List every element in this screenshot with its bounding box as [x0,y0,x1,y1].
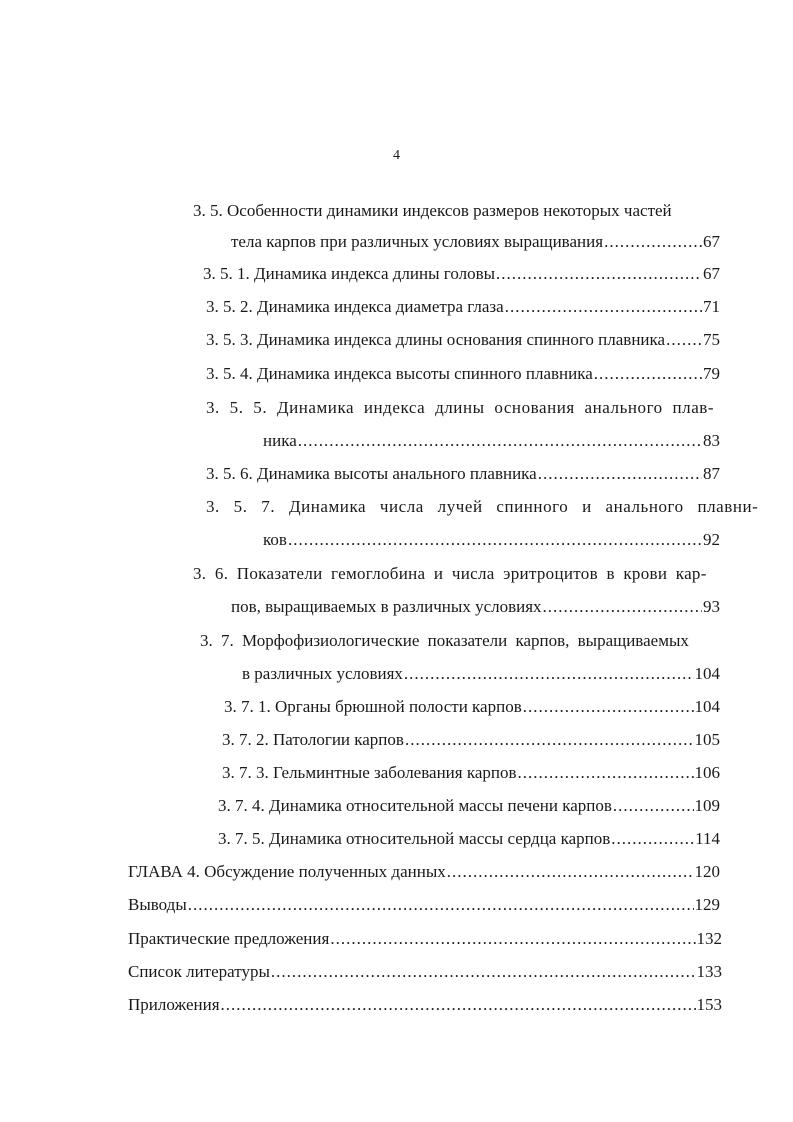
toc-entry-page: 114 [695,829,720,848]
toc-entry-page: 87 [703,464,720,483]
toc-entry-page: 132 [696,929,722,948]
toc-entry-page: 129 [694,895,720,914]
toc-entry-title: 3. 5. 6. Динамика высоты анального плавника [206,464,537,483]
toc-entry-3-6-line2 [231,596,720,618]
toc-entry-title: 3. 5. 2. Динамика индекса диаметра глаза [206,297,504,316]
toc-entry-page: 105 [694,730,720,749]
toc-entry-page: 79 [703,364,720,383]
toc-entry-3-5-1 [203,263,720,285]
toc-entry-title: Приложения [128,995,220,1014]
toc-leader-dots [405,729,694,751]
page-number: 4 [393,148,400,163]
toc-entry-title: Список литературы [128,962,270,981]
toc-entry-title: Выводы [128,895,187,914]
toc-entry-page: 83 [703,431,720,450]
toc-entry-title-line1: 3. 7. Морфофизиологические показатели карпов, выращиваемых [200,631,689,650]
toc-entry-title-line1: 3. 6. Показатели гемоглобина и числа эритроцитов в крови кар- [193,564,707,583]
toc-leader-dots [188,894,694,916]
toc-entry-page: 109 [694,796,720,815]
toc-entry-appendix [128,994,722,1016]
toc-entry-3-5-4 [206,363,720,385]
toc-entry-page: 153 [696,995,722,1014]
toc-entry-3-5-title-line1: 3. 5. Особенности динамики индексов размеров некоторых частей [193,201,672,220]
toc-leader-dots [613,795,694,817]
toc-leader-dots [404,663,694,685]
toc-entry-3-7-1 [224,696,720,718]
toc-entry-literature [128,961,722,983]
toc-entry-3-5-5-line1 [206,397,722,419]
toc-entry-3-7-2 [222,729,720,751]
toc-leader-dots [523,696,694,718]
toc-entry-3-7-line1 [200,630,723,652]
toc-leader-dots [594,363,702,385]
toc-leader-dots [543,596,702,618]
toc-entry-3-5-3 [206,329,720,351]
toc-leader-dots [221,994,696,1016]
toc-leader-dots [505,296,702,318]
toc-entry-title-line2: ника [263,431,297,450]
toc-entry-page: 120 [694,862,720,881]
toc-entry-page: 92 [703,530,720,549]
toc-entry-conclusions [128,894,720,916]
toc-entry-title-line2: ков [263,530,287,549]
toc-entry-page: 75 [703,330,720,349]
toc-leader-dots [288,529,702,551]
toc-leader-dots [666,329,702,351]
toc-entry-page: 104 [694,664,720,683]
toc-entry-page: 133 [696,962,722,981]
toc-entry-title: 3. 7. 4. Динамика относительной массы печени карпов [218,796,612,815]
toc-leader-dots [538,463,702,485]
toc-entry-title: 3. 7. 3. Гельминтные заболевания карпов [222,763,517,782]
toc-leader-dots [271,961,696,983]
toc-leader-dots [298,430,702,452]
toc-entry-3-5-7-line2 [263,529,720,551]
toc-entry-3-5-7-line1 [206,496,759,518]
toc-entry-page: 71 [703,297,720,316]
toc-entry-title: ГЛАВА 4. Обсуждение полученных данных [128,862,446,881]
toc-entry-title-line1: 3. 5. 7. Динамика числа лучей спинного и анального плавни- [206,497,759,516]
toc-entry-3-5-6 [206,463,720,485]
toc-leader-dots [518,762,694,784]
toc-entry-3-5-5-line2 [263,430,720,452]
toc-entry-page: 106 [694,763,720,782]
toc-entry-page: 93 [703,597,720,616]
toc-entry-title: 3. 5. 3. Динамика индекса длины основания спинного плавника [206,330,666,349]
toc-entry-3-7-line2 [242,663,720,685]
toc-leader-dots [330,928,695,950]
toc-entry-title-line2: пов, выращиваемых в различных условиях [231,597,542,616]
toc-entry-3-5-title-line2: тела карпов при различных условиях выращивания [231,232,604,251]
toc-entry-practical [128,928,722,950]
toc-entry-3-7-5 [218,828,720,850]
toc-leader-dots [496,263,702,285]
toc-entry-3-6-line1 [193,563,722,585]
toc-leader-dots [611,828,694,850]
toc-entry-3-7-4 [218,795,720,817]
toc-entry-3-5-line1 [193,200,723,222]
toc-leader-dots [447,861,694,883]
toc-entry-title: 3. 7. 2. Патологии карпов [222,730,404,749]
toc-entry-chapter-4 [128,861,720,883]
toc-entry-title: 3. 7. 5. Динамика относительной массы сердца карпов [218,829,611,848]
toc-entry-page: 67 [703,264,720,283]
toc-entry-title: 3. 5. 4. Динамика индекса высоты спинного плавника [206,364,593,383]
toc-entry-3-5-page: 67 [703,232,720,251]
toc-leader-dots [604,231,702,253]
toc-entry-3-5-2 [206,296,720,318]
toc-entry-title: 3. 7. 1. Органы брюшной полости карпов [224,697,522,716]
toc-entry-3-7-3 [222,762,720,784]
toc-entry-title: Практические предложения [128,929,330,948]
toc-entry-3-5-line2 [231,231,720,253]
toc-entry-page: 104 [694,697,720,716]
toc-entry-title-line1: 3. 5. 5. Динамика индекса длины основания анального плав- [206,398,715,417]
toc-entry-title-line2: в различных условиях [242,664,403,683]
toc-entry-title: 3. 5. 1. Динамика индекса длины головы [203,264,496,283]
